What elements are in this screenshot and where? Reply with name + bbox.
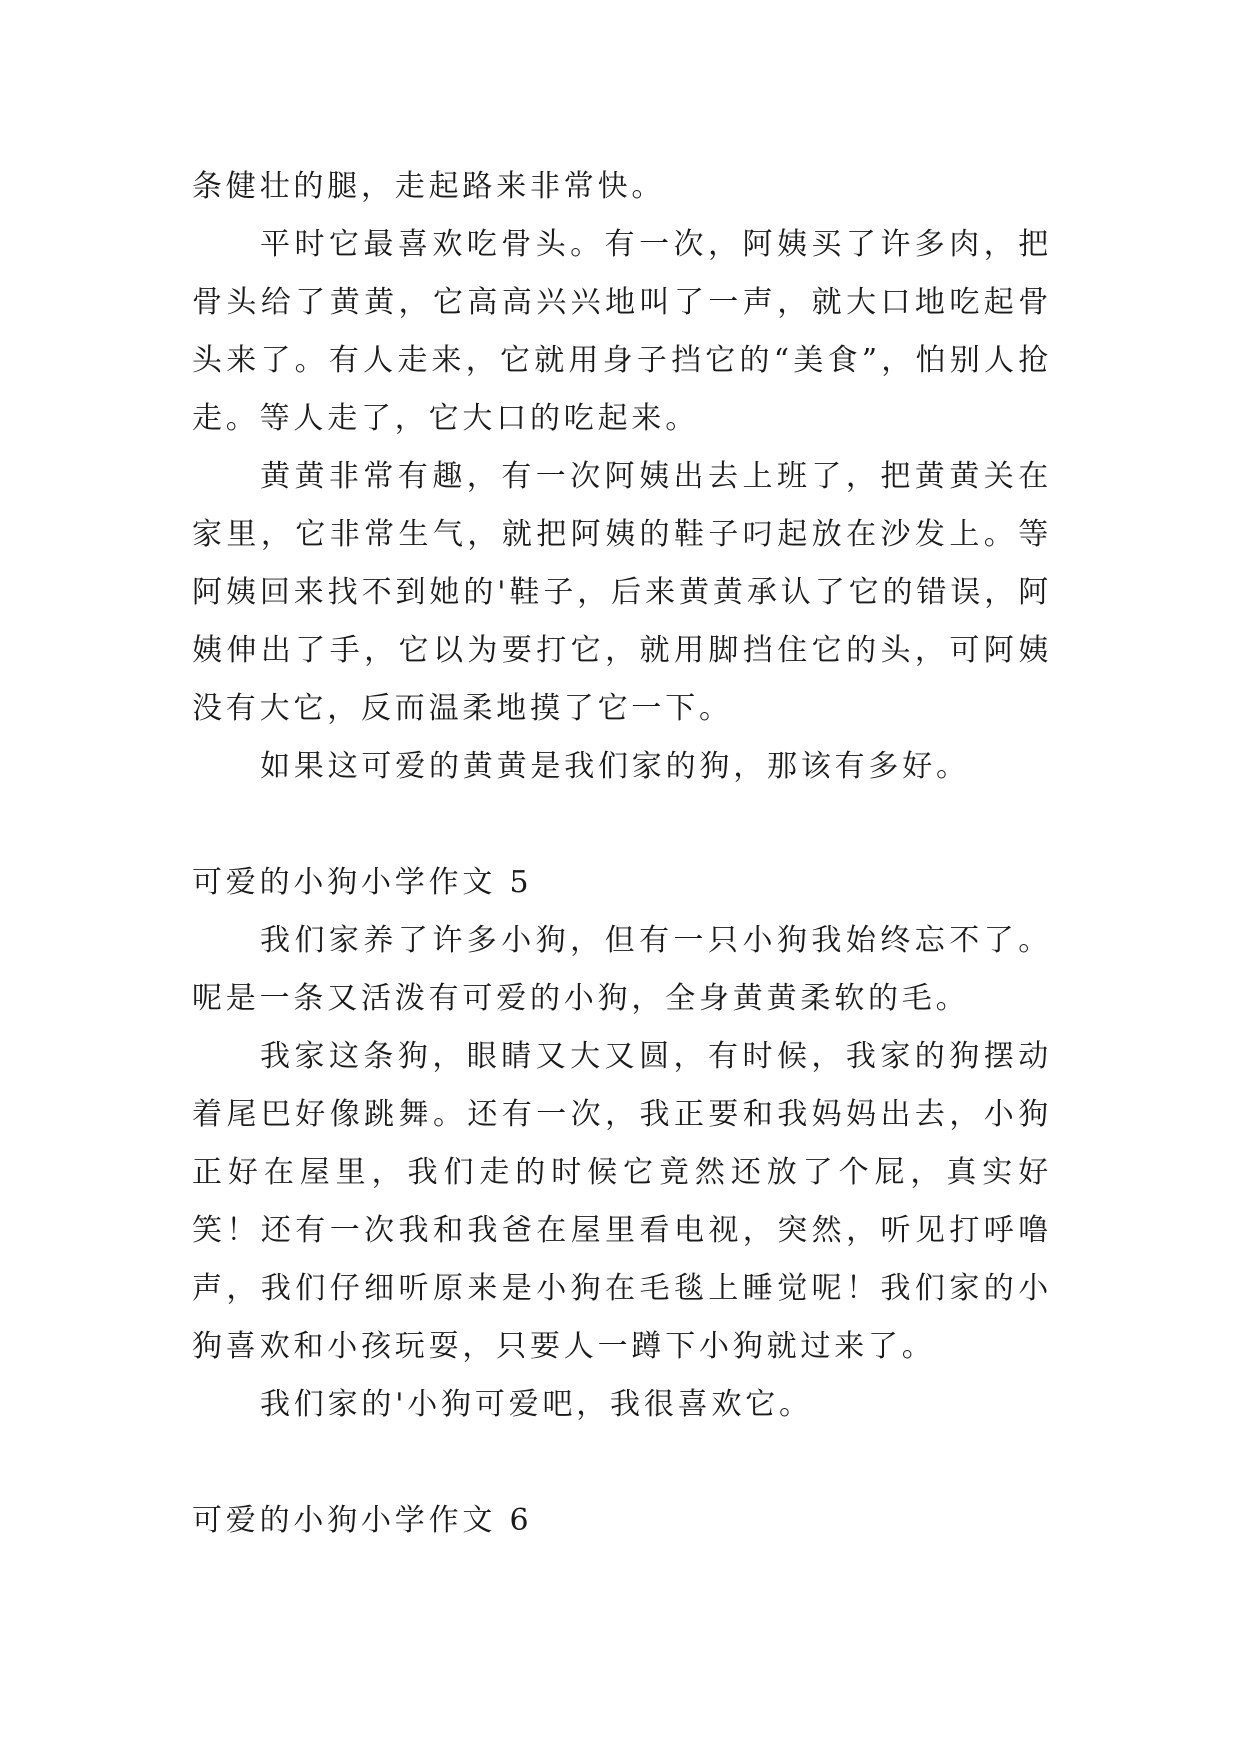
document-body xyxy=(192,158,1052,1550)
paragraph-intro-dog: 我们家养了许多小狗，但有一只小狗我始终忘不了。呢是一条又活泼有可爱的小狗，全身黄黄柔软的毛。 xyxy=(192,923,1052,1016)
paragraph-shoes: 黄黄非常有趣，有一次阿姨出去上班了，把黄黄关在家里，它非常生气，就把阿姨的鞋子叼起放在沙发上。等阿姨回来找不到她的'鞋子，后来黄黄承认了它的错误，阿姨伸出了手，它以为要打它，就用脚挡住它的头，可阿姨没有大它，反而温柔地摸了它一下。 xyxy=(192,459,1052,726)
essay-title-5: 可爱的小狗小学作文 5 xyxy=(192,865,533,900)
section-spacer xyxy=(192,796,1052,854)
essay-title-6: 可爱的小狗小学作文 6 xyxy=(192,1503,533,1538)
paragraph-dog-stories: 我家这条狗，眼睛又大又圆，有时候，我家的狗摆动着尾巴好像跳舞。还有一次，我正要和我妈妈出去，小狗正好在屋里，我们走的时候它竟然还放了个屁，真实好笑！还有一次我和我爸在屋里看电视，突然，听见打呼噜声，我们仔细听原来是小狗在毛毯上睡觉呢！我们家的小狗喜欢和小孩玩耍，只要人一蹲下小狗就过来了。 xyxy=(192,1039,1052,1364)
section-spacer xyxy=(192,1434,1052,1492)
paragraph-leg-description: 条健壮的腿，走起路来非常快。 xyxy=(192,169,666,204)
paragraph-conclusion: 我们家的'小狗可爱吧，我很喜欢它。 xyxy=(260,1387,813,1422)
paragraph-wish: 如果这可爱的黄黄是我们家的狗，那该有多好。 xyxy=(260,749,970,784)
paragraph-bones: 平时它最喜欢吃骨头。有一次，阿姨买了许多肉，把骨头给了黄黄，它高高兴兴地叫了一声，就大口地吃起骨头来了。有人走来，它就用身子挡它的“美食”，怕别人抢走。等人走了，它大口的吃起来。 xyxy=(192,227,1052,436)
